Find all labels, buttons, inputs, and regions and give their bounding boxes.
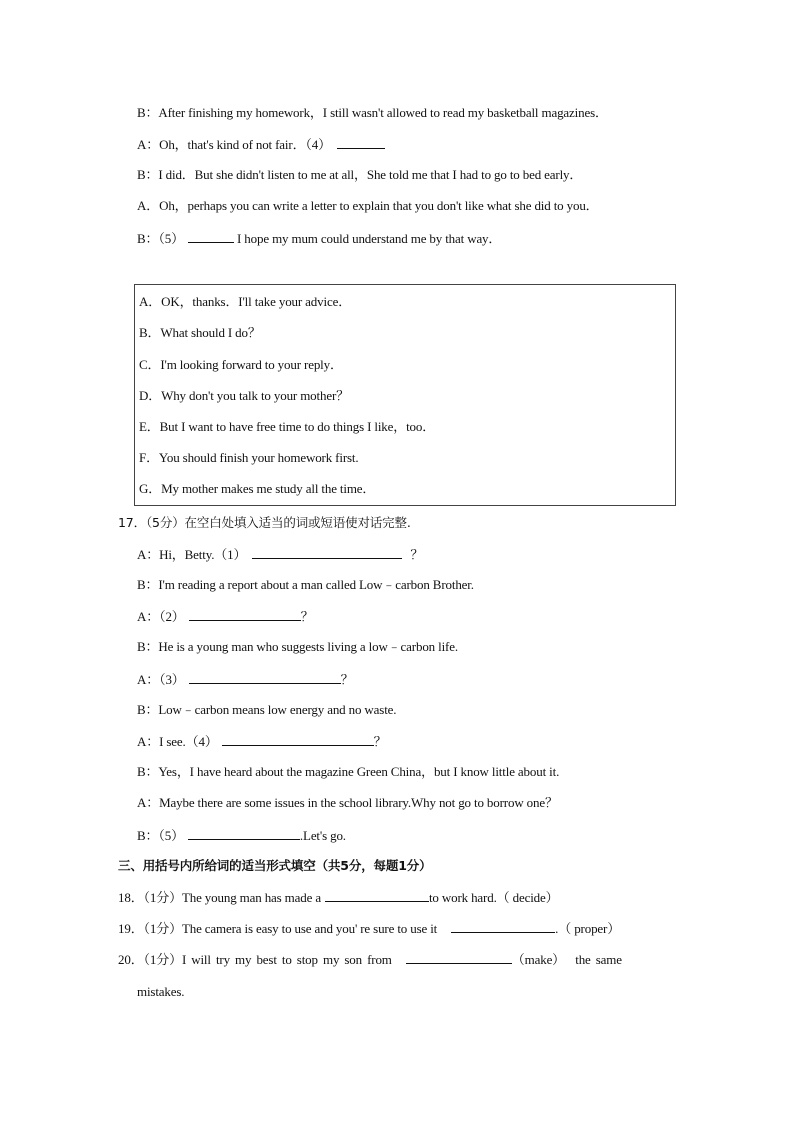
answer-blank[interactable] [222,733,374,746]
dialogue-line-b2: B：I did．But she didn't listen to me at all，She told me that I had to go to bed early． [137,167,583,182]
dialogue-text: A：I see.（4） [137,734,218,749]
dialogue-text: ？ [373,734,387,749]
dialogue-text: A：（3） [137,672,185,687]
answer-blank[interactable] [188,827,300,840]
q17-line-3 [137,608,314,625]
answer-blank[interactable] [325,889,429,902]
q17-line-10 [137,827,346,844]
answer-blank[interactable] [189,608,301,621]
option-d: D．Why don't you talk to your mother？ [139,388,349,403]
option-e: E．But I want to have free time to do things I like，too． [139,419,436,434]
dialogue-text: B：（5） [137,828,184,843]
question-text: （make） the same [511,952,622,967]
answer-blank[interactable] [337,136,385,149]
dialogue-line-b3 [137,230,501,247]
question-20 [118,951,622,968]
dialogue-text: A：Oh，that's kind of not fair．（4） [137,137,331,152]
q17-line-6: B：Low﹣carbon means low energy and no waste. [137,702,397,717]
question-20-continued: mistakes. [137,984,185,999]
dialogue-text: .Let's go. [299,828,346,843]
option-a: A．OK，thanks．I'll take your advice． [139,294,352,309]
option-c: C．I'm looking forward to your reply． [139,357,343,372]
dialogue-text: ？ [410,547,424,562]
dialogue-line-b1: B：After finishing my homework，I still wasn't allowed to read my basketball magazines． [137,105,608,120]
dialogue-line-a2: A．Oh，perhaps you can write a letter to explain that you don't like what she did to you． [137,198,599,213]
options-box [134,284,676,506]
question-text: 19．（1分）The camera is easy to use and you' re sure to use it [118,921,438,936]
dialogue-text: ？ [340,672,354,687]
answer-blank[interactable] [406,951,512,964]
dialogue-text: B：（5） [137,231,184,246]
question-text: 18．（1分）The young man has made a [118,890,321,905]
q17-line-8: B：Yes，I have heard about the magazine Green China，but I know little about it. [137,764,560,779]
question-19 [118,920,620,937]
dialogue-text: A：Hi，Betty.（1） [137,547,247,562]
q17-line-1 [137,546,423,563]
q17-line-9: A：Maybe there are some issues in the school library.Why not go to borrow one？ [137,795,558,810]
answer-blank[interactable] [451,920,555,933]
question-text: .（ proper） [555,921,621,936]
dialogue-text: I hope my mum could understand me by that way． [233,231,502,246]
answer-blank[interactable] [189,671,341,684]
dialogue-text: ？ [300,609,314,624]
question-17-title: 17．（5分）在空白处填入适当的词或短语使对话完整. [118,515,411,530]
question-text: to work hard.（ decide） [428,890,559,905]
answer-blank[interactable] [252,546,402,559]
dialogue-line-a1 [137,136,385,153]
option-g: G．My mother makes me study all the time． [139,481,376,496]
question-18 [118,889,559,906]
option-f: F．You should finish your homework first. [139,450,359,465]
q17-line-4: B：He is a young man who suggests living a low﹣carbon life. [137,639,458,654]
section-3-title: 三、用括号内所给词的适当形式填空（共5分，每题1分） [118,858,432,873]
q17-line-7 [137,733,387,750]
option-b: B．What should I do？ [139,325,261,340]
q17-line-2: B：I'm reading a report about a man called Low﹣carbon Brother. [137,577,474,592]
question-text: 20．（1分）I will try my best to stop my son from [118,952,392,967]
dialogue-text: A：（2） [137,609,185,624]
answer-blank[interactable] [188,230,234,243]
q17-line-5 [137,671,354,688]
